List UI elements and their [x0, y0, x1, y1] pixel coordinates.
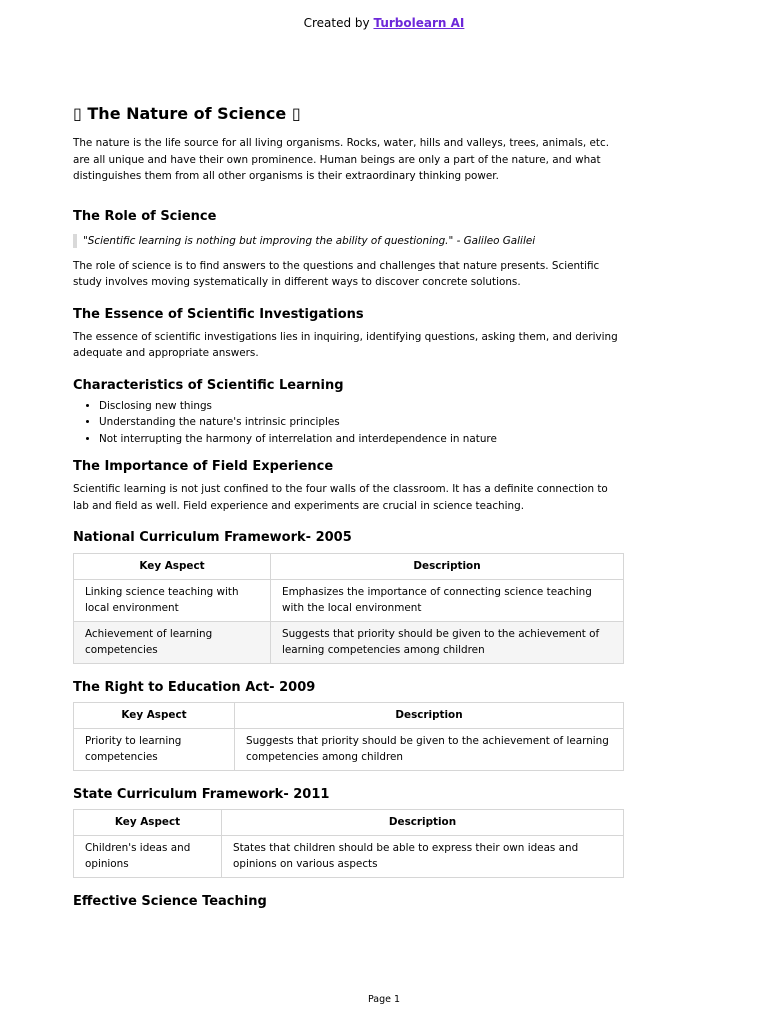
table-row [74, 622, 624, 664]
intro-paragraph: The nature is the life source for all living organisms. Rocks, water, hills and valleys, trees, animals, etc. are all unique and have their own prominence. Human beings are only a part of the nature, and what distinguishes them from all other organisms is their extraordinary thinking power. [73, 137, 610, 182]
column-header: Description [271, 554, 624, 580]
title-end-icon: ▯ [291, 104, 301, 123]
column-header: Key Aspect [74, 554, 271, 580]
table-header-row [74, 554, 624, 580]
ncf-heading: National Curriculum Framework- 2005 [73, 530, 352, 545]
table-cell: Children's ideas and opinions [74, 836, 222, 878]
role-heading: The Role of Science [73, 208, 217, 224]
page-header [0, 16, 768, 30]
column-header: Key Aspect [74, 703, 235, 729]
table-cell: Suggests that priority should be given to the achievement of learning competencies among children [271, 622, 624, 664]
page-number: Page 1 [367, 994, 401, 1005]
turbolearn-link[interactable]: Turbolearn AI [373, 16, 465, 30]
table-row [74, 836, 624, 878]
table-header-row [74, 703, 624, 729]
role-paragraph: The role of science is to find answers to the questions and challenges that nature presents. Scientific study involves moving systematically in different ways to discover concrete solutions. [73, 259, 600, 288]
table-header-row [74, 810, 624, 836]
table-row [74, 729, 624, 771]
scf-table [73, 809, 624, 878]
column-header: Key Aspect [74, 810, 222, 836]
essence-heading: The Essence of Scientific Investigations [73, 306, 364, 322]
column-header: Description [222, 810, 624, 836]
rte-table [73, 702, 624, 771]
table-cell: Achievement of learning competencies [74, 622, 271, 664]
table-row [74, 580, 624, 622]
list-item: • Not interrupting the harmony of interrelation and interdependence in nature [99, 431, 624, 448]
list-item: • Understanding the nature's intrinsic principles [99, 414, 624, 431]
rte-heading: The Right to Education Act- 2009 [73, 680, 316, 695]
ncf-table [73, 553, 624, 664]
essence-paragraph: The essence of scientific investigations lies in inquiring, identifying questions, asking them, and deriving adequate and appropriate answers. [73, 330, 618, 359]
table-cell: Linking science teaching with local environment [74, 580, 271, 622]
scf-heading: State Curriculum Framework- 2011 [73, 787, 330, 802]
characteristics-list [73, 398, 624, 448]
created-by-label: Created by [303, 16, 374, 30]
field-paragraph: Scientific learning is not just confined to the four walls of the classroom. It has a definite connection to lab and field as well. Field experience and experiments are crucial in science teaching. [73, 483, 608, 512]
table-cell: States that children should be able to express their own ideas and opinions on various aspects [222, 836, 624, 878]
table-cell: Emphasizes the importance of connecting science teaching with the local environment [271, 580, 624, 622]
title-text: The Nature of Science [87, 104, 287, 123]
list-item: • Disclosing new things [99, 398, 624, 415]
effective-heading: Effective Science Teaching [73, 894, 267, 909]
characteristics-heading: Characteristics of Scientific Learning [73, 377, 344, 393]
document-content [73, 104, 624, 911]
column-header: Description [235, 703, 624, 729]
field-heading: The Importance of Field Experience [73, 459, 334, 474]
page-title [73, 104, 624, 124]
title-icon: ▯ [73, 104, 82, 123]
table-cell: Suggests that priority should be given to the achievement of learning competencies among children [235, 729, 624, 771]
table-cell: Priority to learning competencies [74, 729, 235, 771]
galileo-quote: "Scientific learning is nothing but improving the ability of questioning." - Galileo Galilei [73, 234, 624, 248]
